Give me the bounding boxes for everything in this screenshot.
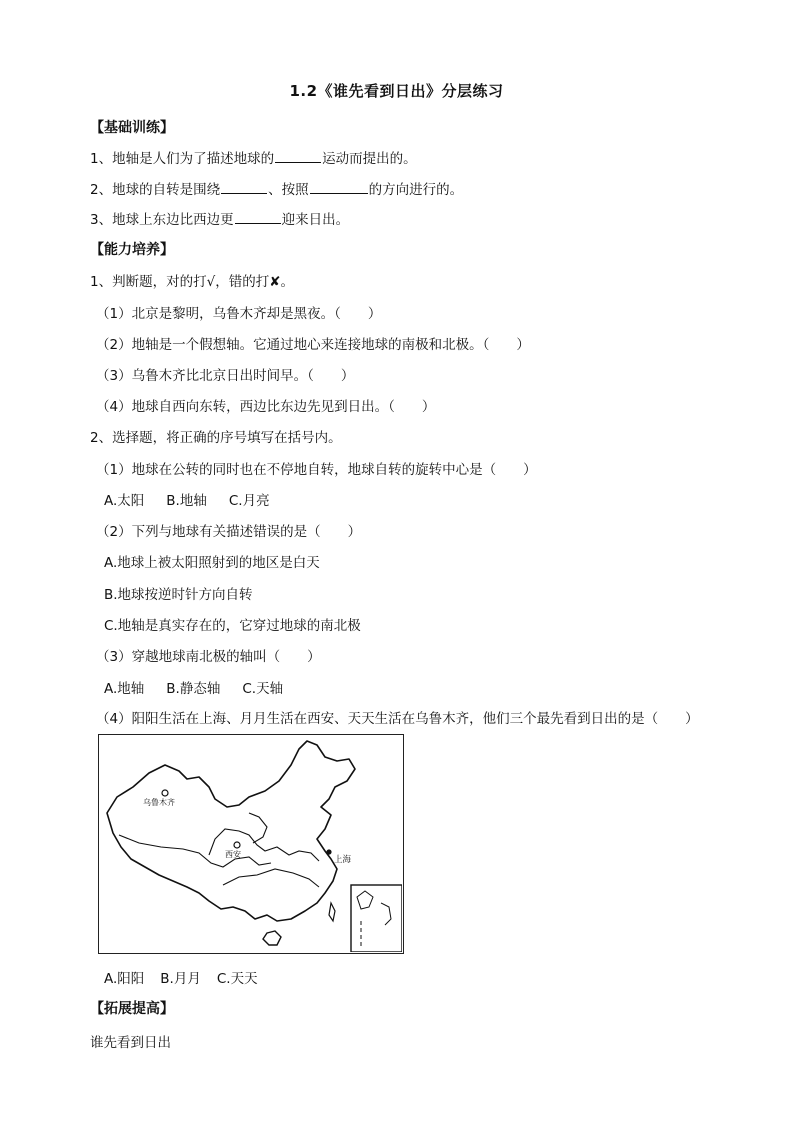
page-title: 1.2《谁先看到日出》分层练习 <box>289 82 504 100</box>
china-map-outline <box>99 735 402 952</box>
answer-blank[interactable] <box>275 149 321 163</box>
answer-blank[interactable] <box>221 180 267 194</box>
map-label-urumqi: 乌鲁木齐 <box>143 798 175 807</box>
question-basic-3 <box>90 208 349 228</box>
question-basic-2 <box>90 178 463 198</box>
choice-q1-options <box>104 489 292 509</box>
judge-intro: 1、判断题，对的打√，错的打✘。 <box>90 274 295 290</box>
option-a: A.地球上被太阳照射到的地区是白天 <box>104 555 320 571</box>
question-text: 的方向进行的。 <box>368 182 464 198</box>
city-marker-urumqi <box>162 790 168 796</box>
judge-item-1: （1）北京是黎明，乌鲁木齐却是黑夜。（ ） <box>96 306 382 322</box>
section-heading-ability: 【能力培养】 <box>90 242 174 258</box>
option-a: A.地轴 <box>104 681 145 697</box>
extend-text: 谁先看到日出 <box>90 1035 171 1051</box>
question-text: 迎来日出。 <box>281 212 350 228</box>
option-c: C.月亮 <box>228 493 270 509</box>
choice-q4-stem: （4）阳阳生活在上海、月月生活在西安、天天生活在乌鲁木齐，他们三个最先看到日出的是（ ） <box>96 711 699 727</box>
choice-q2-stem: （2）下列与地球有关描述错误的是（ ） <box>96 524 362 540</box>
choice-q4-options <box>104 967 280 987</box>
question-basic-1 <box>90 147 417 167</box>
option-c: C.地轴是真实存在的，它穿过地球的南北极 <box>104 618 361 634</box>
map-label-xian: 西安 <box>225 850 241 859</box>
judge-item-2: （2）地轴是一个假想轴。它通过地心来连接地球的南极和北极。（ ） <box>96 337 530 353</box>
option-a: A.太阳 <box>104 493 145 509</box>
question-text: 运动而提出的。 <box>322 151 417 167</box>
question-text: 1、地轴是人们为了描述地球的 <box>90 151 275 167</box>
option-b: B.地球按逆时针方向自转 <box>104 587 253 603</box>
map-label-shanghai: 上海 <box>334 855 352 865</box>
judge-item-3: （3）乌鲁木齐比北京日出时间早。（ ） <box>96 368 355 384</box>
option-c: C.天轴 <box>242 681 284 697</box>
choice-intro: 2、选择题，将正确的序号填写在括号内。 <box>90 430 342 446</box>
option-b: B.静态轴 <box>166 681 221 697</box>
judge-item-4: （4）地球自西向东转，西边比东边先见到日出。（ ） <box>96 399 436 415</box>
china-map <box>98 734 404 954</box>
option-c: C.天天 <box>216 971 258 987</box>
option-b: B.月月 <box>160 971 201 987</box>
section-heading-basic: 【基础训练】 <box>90 120 174 136</box>
answer-blank[interactable] <box>310 180 368 194</box>
question-text: 、按照 <box>268 182 309 198</box>
option-a: A.阳阳 <box>104 971 145 987</box>
city-marker-xian <box>234 842 240 848</box>
option-b: B.地轴 <box>166 493 207 509</box>
choice-q3-options <box>104 677 305 697</box>
choice-q3-stem: （3）穿越地球南北极的轴叫（ ） <box>96 649 321 665</box>
answer-blank[interactable] <box>235 210 281 224</box>
city-marker-shanghai <box>326 849 331 854</box>
choice-q1-stem: （1）地球在公转的同时也在不停地自转，地球自转的旋转中心是（ ） <box>96 462 537 478</box>
question-text: 3、地球上东边比西边更 <box>90 212 234 228</box>
section-heading-extend: 【拓展提高】 <box>90 1001 174 1017</box>
question-text: 2、地球的自转是围绕 <box>90 182 221 198</box>
